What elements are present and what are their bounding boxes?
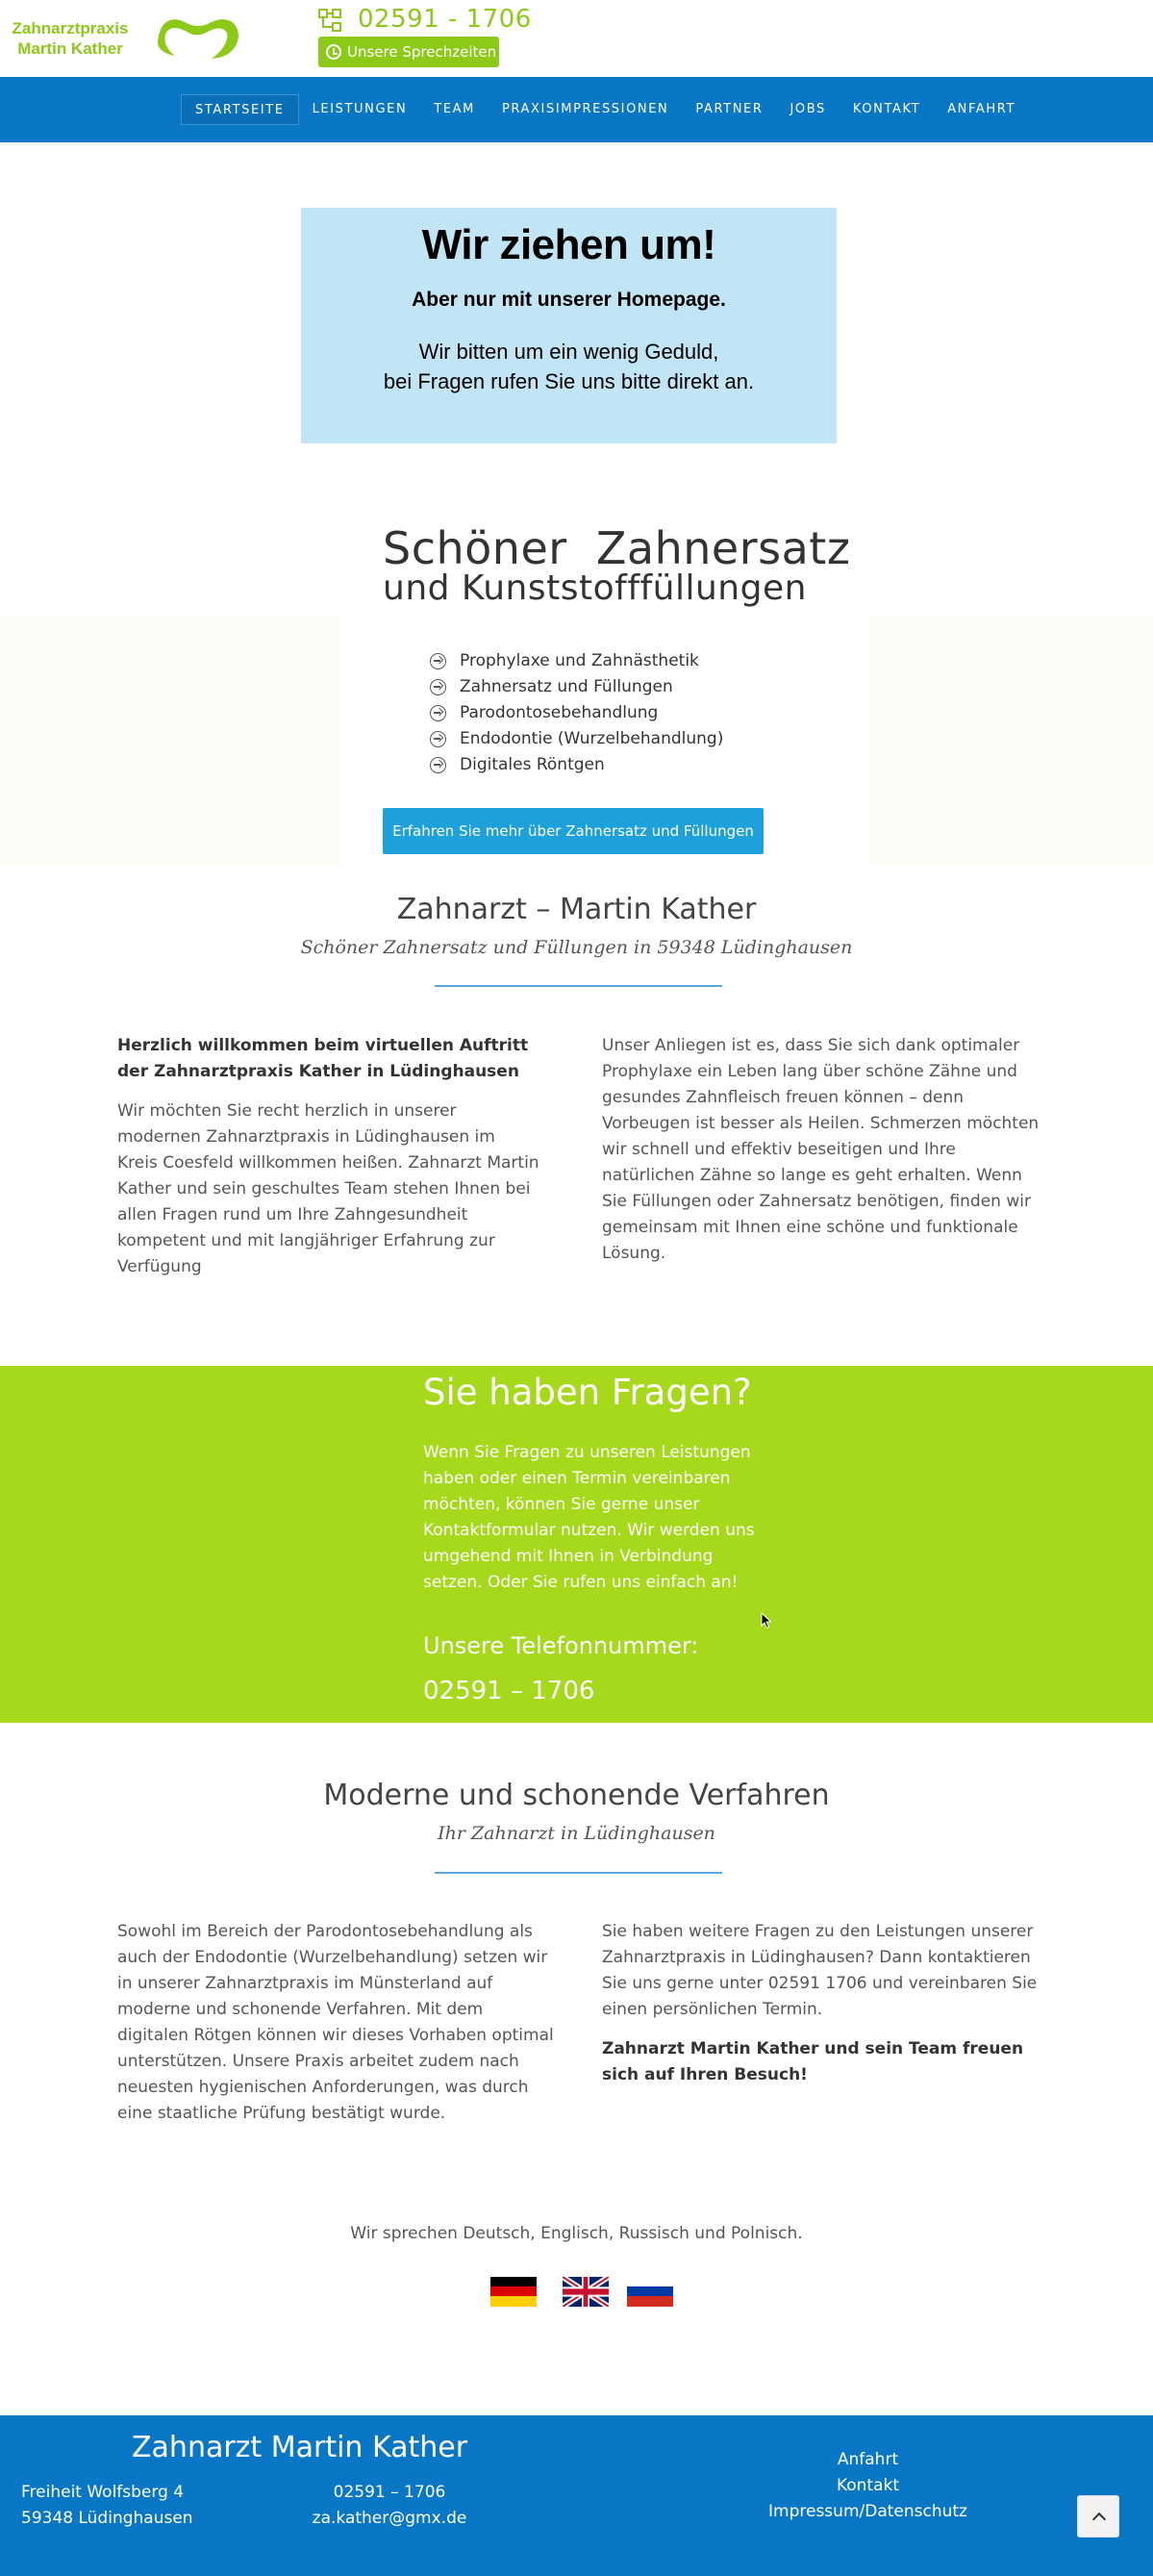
notice-line2: bei Fragen rufen Sie uns bitte direkt an. bbox=[383, 369, 755, 393]
moving-notice-box bbox=[301, 208, 837, 443]
circle-arrow-right-icon bbox=[430, 653, 446, 669]
service-label: Endodontie (Wurzelbehandlung) bbox=[460, 729, 724, 748]
methods-subtitle: Ihr Zahnarzt in Lüdinghausen bbox=[438, 1823, 715, 1844]
section-divider bbox=[435, 985, 722, 987]
hero-title-line2: und Kunststofffüllungen bbox=[383, 568, 807, 608]
methods-right-text: Sie haben weitere Fragen zu den Leistungen unserer Zahnarztpraxis in Lüdinghausen? Dann kontaktieren Sie uns gerne unter 02591 1706 und vereinbaren Sie einen persönlichen Termin. bbox=[602, 1922, 1038, 2019]
hero-title bbox=[383, 522, 851, 608]
footer-link-anfahrt[interactable]: Anfahrt bbox=[837, 2450, 899, 2469]
footer-title: Zahnarzt Martin Kather bbox=[132, 2431, 468, 2464]
hero-title-line1: Schöner Zahnersatz bbox=[383, 522, 851, 574]
logo-line2: Martin Kather bbox=[17, 39, 123, 58]
intro-right-text: Unser Anliegen ist es, dass Sie sich dank optimaler Prophylaxe ein Leben lang über schöne Zähne und gesundes Zahnfleisch freuen können – denn Vorbeugen ist besser als Heilen. Schmerzen möchten wir schnell und effektiv beseitigen und Ihre natürlichen Zähne so lange es geht erhalten. Wenn Sie Füllungen oder Zahnersatz benötigen, finden wir gemeinsam mit Ihnen eine schöne und funktionale Lösung. bbox=[602, 1036, 1040, 1263]
german-flag-icon bbox=[490, 2277, 537, 2307]
tooth-smile-logo-icon[interactable] bbox=[152, 13, 244, 62]
phone-label: Unsere Telefonnummer: bbox=[423, 1632, 699, 1659]
nav-item-leistungen[interactable]: LEISTUNGEN bbox=[312, 102, 408, 116]
footer-link-kontakt[interactable]: Kontakt bbox=[836, 2476, 900, 2495]
service-label: Prophylaxe und Zahnästhetik bbox=[460, 651, 699, 670]
list-item[interactable] bbox=[430, 700, 723, 726]
intro-left-column bbox=[117, 1033, 540, 1280]
logo-line1: Zahnarztpraxis bbox=[12, 19, 129, 38]
services-list bbox=[430, 648, 723, 778]
opening-hours-button[interactable] bbox=[318, 37, 499, 67]
notice-subtitle: Aber nur mit unserer Homepage. bbox=[412, 289, 726, 311]
site-header bbox=[0, 0, 1153, 77]
service-label: Digitales Röntgen bbox=[460, 755, 605, 774]
questions-title: Sie haben Fragen? bbox=[423, 1372, 752, 1413]
intro-title: Zahnarzt – Martin Kather bbox=[396, 893, 757, 926]
notice-message bbox=[301, 337, 837, 396]
footer-email[interactable]: za.kather@gmx.de bbox=[312, 2509, 467, 2528]
intro-welcome-heading: Herzlich willkommen beim virtuellen Auftritt der Zahnarztpraxis Kather in Lüdinghausen bbox=[117, 1036, 529, 1081]
mouse-cursor-icon bbox=[761, 1612, 772, 1629]
methods-closing-text: Zahnarzt Martin Kather und sein Team freuen sich auf Ihren Besuch! bbox=[602, 2039, 1024, 2084]
service-label: Parodontosebehandlung bbox=[460, 703, 659, 722]
circle-arrow-right-icon bbox=[430, 731, 446, 747]
methods-left-column bbox=[117, 1919, 555, 2127]
nav-item-praxisimpressionen[interactable]: PRAXISIMPRESSIONEN bbox=[501, 102, 669, 116]
intro-left-text: Wir möchten Sie recht herzlich in unserer modernen Zahnarztpraxis in Lüdinghausen im Kreis Coesfeld willkommen heißen. Zahnarzt Martin Kather und sein geschultes Team stehen Ihnen bei allen Fragen rund um Ihre Zahngesundheit kompetent und mit langjähriger Erfahrung zur Verfügung bbox=[117, 1101, 539, 1276]
logo[interactable] bbox=[8, 18, 133, 59]
list-item[interactable] bbox=[430, 752, 723, 778]
footer-address bbox=[21, 2480, 193, 2532]
section-divider bbox=[435, 1872, 722, 1874]
nav-item-team[interactable]: TEAM bbox=[434, 102, 475, 116]
header-phone-number[interactable]: 02591 - 1706 bbox=[358, 5, 532, 34]
notice-title: Wir ziehen um! bbox=[421, 221, 716, 268]
intro-subtitle: Schöner Zahnersatz und Füllungen in 59348 Lüdinghausen bbox=[300, 937, 853, 958]
methods-right-column bbox=[602, 1919, 1044, 2102]
footer-street: Freiheit Wolfsberg 4 bbox=[21, 2483, 185, 2502]
nav-item-startseite[interactable]: STARTSEITE bbox=[181, 94, 299, 125]
learn-more-button[interactable]: Erfahren Sie mehr über Zahnersatz und Füllungen bbox=[383, 808, 764, 854]
list-item[interactable] bbox=[430, 674, 723, 700]
intro-right-column bbox=[602, 1033, 1044, 1267]
main-navigation bbox=[0, 77, 1153, 142]
service-label: Zahnersatz und Füllungen bbox=[460, 677, 673, 696]
circle-arrow-right-icon bbox=[430, 757, 446, 773]
opening-hours-label: Unsere Sprechzeiten bbox=[347, 43, 497, 61]
footer-phone[interactable]: 02591 – 1706 bbox=[333, 2483, 446, 2502]
uk-flag-icon bbox=[563, 2277, 609, 2307]
nav-item-jobs[interactable]: JOBS bbox=[790, 102, 826, 116]
nav-item-anfahrt[interactable]: ANFAHRT bbox=[947, 102, 1015, 116]
footer-links bbox=[740, 2447, 995, 2525]
methods-title: Moderne und schonende Verfahren bbox=[323, 1779, 830, 1812]
questions-text: Wenn Sie Fragen zu unseren Leistungen haben oder einen Termin vereinbaren möchten, können Sie gerne unser Kontaktformular nutzen. Wir werden uns umgehend mit Ihnen in Verbindung setzen. Oder Sie rufen uns einfach an! bbox=[423, 1443, 755, 1592]
nav-item-partner[interactable]: PARTNER bbox=[695, 102, 764, 116]
clock-icon bbox=[326, 44, 341, 60]
languages-text: Wir sprechen Deutsch, Englisch, Russisch und Polnisch. bbox=[350, 2224, 803, 2243]
russian-flag-icon bbox=[627, 2277, 673, 2307]
phone-sitemap-icon bbox=[318, 9, 342, 33]
methods-left-text: Sowohl im Bereich der Parodontosebehandlung als auch der Endodontie (Wurzelbehandlung) setzen wir in unserer Zahnarztpraxis im Münsterland auf moderne und schonende Verfahren. Mit dem digitalen Rötgen können wir dieses Vorhaben optimal unterstützen. Unsere Praxis arbeitet zudem nach neuesten hygienischen Anforderungen, was durch eine staatliche Prüfung bestätigt wurde. bbox=[117, 1922, 554, 2123]
list-item[interactable] bbox=[430, 726, 723, 752]
list-item[interactable] bbox=[430, 648, 723, 674]
scroll-to-top-button[interactable] bbox=[1077, 2495, 1119, 2538]
notice-line1: Wir bitten um ein wenig Geduld, bbox=[418, 340, 719, 364]
footer-contact bbox=[308, 2480, 471, 2532]
nav-item-kontakt[interactable]: KONTAKT bbox=[852, 102, 921, 116]
footer-city: 59348 Lüdinghausen bbox=[21, 2509, 193, 2528]
questions-phone-number[interactable]: 02591 – 1706 bbox=[423, 1677, 595, 1705]
circle-arrow-right-icon bbox=[430, 705, 446, 721]
circle-arrow-right-icon bbox=[430, 679, 446, 695]
footer-link-impressum[interactable]: Impressum/Datenschutz bbox=[768, 2502, 967, 2521]
